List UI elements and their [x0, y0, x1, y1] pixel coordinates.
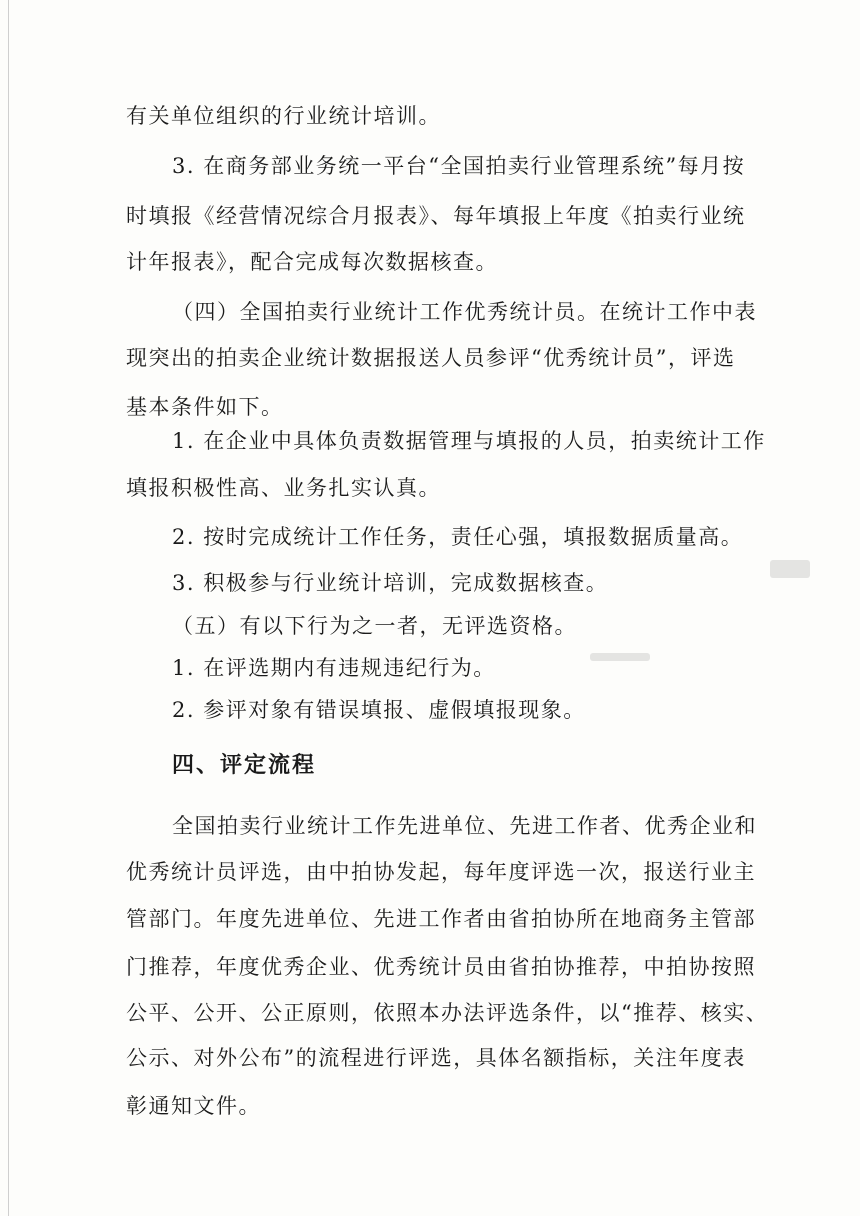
text-line: 基本条件如下。	[126, 395, 284, 419]
text-line: 门推荐，年度优秀企业、优秀统计员由省拍协推荐，中拍协按照	[126, 955, 756, 979]
text-line: 3. 在商务部业务统一平台“全国拍卖行业管理系统”每月按	[172, 154, 746, 178]
scan-edge	[8, 0, 9, 1216]
text-line: 2. 参评对象有错误填报、虚假填报现象。	[172, 698, 586, 722]
text-line: 优秀统计员评选，由中拍协发起，每年度评选一次，报送行业主	[126, 860, 756, 884]
text-line: （四）全国拍卖行业统计工作优秀统计员。在统计工作中表	[172, 300, 757, 324]
text-line: 彰通知文件。	[126, 1094, 261, 1118]
text-line: 填报积极性高、业务扎实认真。	[126, 476, 441, 500]
text-line: 3. 积极参与行业统计培训，完成数据核查。	[172, 571, 609, 595]
text-line: 公示、对外公布”的流程进行评选，具体名额指标，关注年度表	[126, 1046, 746, 1070]
text-line: 公平、公开、公正原则，依照本办法评选条件，以“推荐、核实、	[126, 1001, 769, 1025]
text-line: 2. 按时完成统计工作任务，责任心强，填报数据质量高。	[172, 525, 744, 549]
text-line: 有关单位组织的行业统计培训。	[126, 104, 441, 128]
text-line: 现突出的拍卖企业统计数据报送人员参评“优秀统计员”，评选	[126, 346, 736, 370]
section-heading: 四、评定流程	[172, 753, 317, 778]
text-line: （五）有以下行为之一者，无评选资格。	[172, 614, 577, 638]
scan-smudge	[770, 560, 810, 578]
text-line: 1. 在企业中具体负责数据管理与填报的人员，拍卖统计工作	[172, 429, 766, 453]
text-line: 1. 在评选期内有违规违纪行为。	[172, 656, 496, 680]
text-line: 管部门。年度先进单位、先进工作者由省拍协所在地商务主管部	[126, 907, 756, 931]
scan-smudge	[590, 653, 650, 661]
text-line: 时填报《经营情况综合月报表》、每年填报上年度《拍卖行业统	[126, 204, 746, 228]
text-line: 计年报表》，配合完成每次数据核查。	[126, 250, 498, 274]
text-line: 全国拍卖行业统计工作先进单位、先进工作者、优秀企业和	[172, 814, 757, 838]
